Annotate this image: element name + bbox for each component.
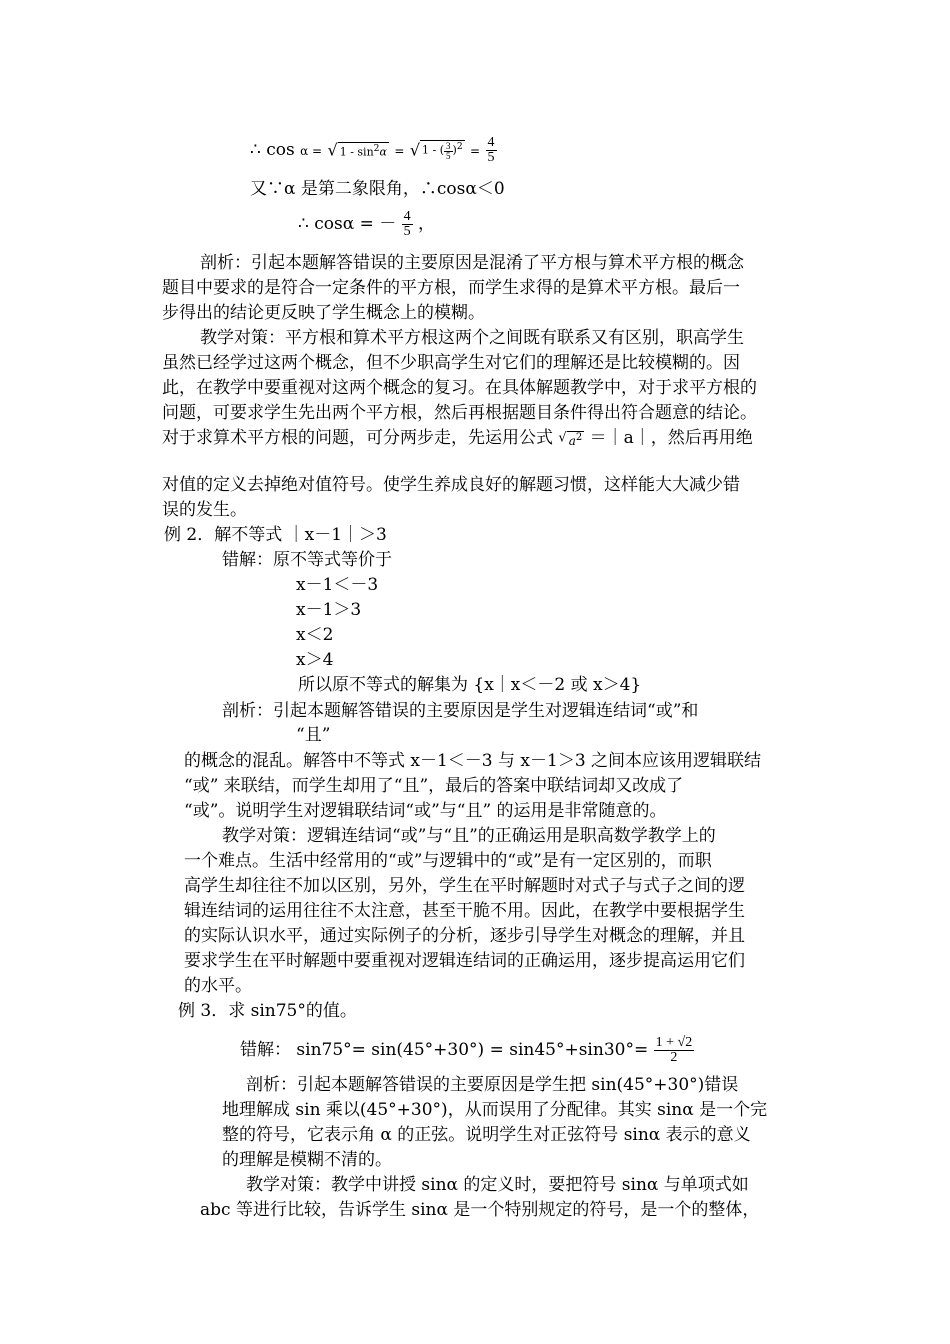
analysis-1-line-a: 剖析：引起本题解答错误的主要原因是混淆了平方根与算术平方根的概念: [200, 253, 744, 273]
radical-2-text: 1 - (: [422, 144, 445, 158]
example-2-analysis-a: 剖析：引起本题解答错误的主要原因是学生对逻辑连结词“或”和: [222, 701, 699, 721]
example-2-wrong: 错解：原不等式等价于: [222, 550, 392, 570]
example-3-analysis-d: 的理解是模糊不清的。: [222, 1150, 392, 1170]
strategy-1-line-e: [162, 427, 753, 450]
analysis-1-line-c: 步得出的结论更反映了学生概念上的模糊。: [162, 303, 485, 323]
cos-result-fraction: [402, 210, 413, 239]
strategy-1-line-e-post: ＝｜a｜，然后再用绝: [589, 428, 753, 448]
example-3-strategy-a: 教学对策：教学中讲授 sinα 的定义时，要把符号 sinα 与单项式如: [246, 1175, 749, 1195]
example-2-analysis-c: 的概念的混乱。解答中不等式 x－1＜－3 与 x－1＞3 之间本应该用逻辑联结: [184, 751, 762, 771]
radical-2-close: ): [452, 144, 457, 158]
example-3-fraction-num: 1 + √2: [655, 1035, 693, 1050]
formula-prefix: ∴ cos: [250, 140, 295, 160]
inner-fraction-den: 5: [446, 150, 451, 161]
cos-result-comma: ，: [418, 214, 436, 234]
cos-result-prefix: ∴ cosα = －: [298, 214, 397, 234]
example-2-step-4: x＞4: [296, 650, 334, 670]
example-3-strategy-b: abc 等进行比较，告诉学生 sinα 是一个特别规定的符号，是一个的整体，: [200, 1200, 760, 1220]
example-3-title: 例 3．求 sin75°的值。: [178, 1001, 357, 1021]
formula-sqrt: [567, 431, 585, 447]
example-3-analysis-a: 剖析：引起本题解答错误的主要原因是学生把 sin(45°+30°)错误: [246, 1075, 739, 1095]
analysis-1-line-b: 题目中要求的是符合一定条件的平方根，而学生求得的是算术平方根。最后一: [162, 278, 740, 298]
strategy-1-line-d: 问题，可要求学生先出两个平方根，然后再根据题目条件得出符合题意的结论。: [162, 403, 757, 423]
formula-sqrt-sign: √: [558, 430, 567, 446]
radical-1-alpha: α: [379, 145, 387, 159]
result-fraction: [486, 136, 497, 165]
example-2-strategy-e: 的实际认识水平，通过实际例子的分析，逐步引导学生对概念的理解，并且: [184, 926, 745, 946]
example-2-strategy-b: 一个难点。生活中经常用的“或”与逻辑中的“或”是有一定区别的，而职: [184, 851, 712, 871]
quadrant-line: 又∵α 是第二象限角，∴cosα＜0: [250, 179, 505, 199]
example-2-strategy-f: 要求学生在平时解题中要重视对逻辑连结词的正确运用，逐步提高运用它们: [184, 951, 745, 971]
example-3-fraction: [654, 1036, 695, 1065]
radical-1-text: 1 - sin: [339, 145, 374, 159]
cos-result-den: 5: [403, 224, 411, 239]
formula-sqrt-a: a: [568, 433, 576, 448]
example-2-step-3: x＜2: [296, 625, 334, 645]
strategy-1-line-b: 虽然已经学过这两个概念，但不少职高学生对它们的理解还是比较模糊的。因: [162, 353, 740, 373]
example-2-analysis-d: “或” 来联结，而学生却用了“且”，最后的答案中联结词却又改成了: [184, 776, 684, 796]
cos-result-num: 4: [403, 209, 411, 224]
example-2-solution: 所以原不等式的解集为 {x｜x＜－2 或 x＞4}: [298, 675, 642, 695]
equals-1: =: [394, 144, 405, 158]
example-3-fraction-den: 2: [670, 1050, 678, 1065]
radical-sign-2: √: [409, 140, 421, 160]
example-2-title: 例 2．解不等式 ｜x－1｜＞3: [164, 525, 387, 545]
formula-sqrt-sup: 2: [575, 431, 583, 443]
equals-2: =: [470, 144, 481, 158]
strategy-1-line-c: 此，在教学中要重视对这两个概念的复习。在具体解题教学中，对于求平方根的: [162, 378, 757, 398]
example-2-strategy-a: 教学对策：逻辑连结词“或”与“且”的正确运用是职高数学教学上的: [222, 826, 716, 846]
radical-2: 1 - ( $\frac{3}{5}$ )$^2$: [422, 140, 463, 161]
formula-alpha: α =: [300, 144, 323, 158]
strategy-1-line-f: 对值的定义去掉绝对值符号。使学生养成良好的解题习惯，这样能大大减少错: [162, 475, 740, 495]
cos-result-line: [298, 210, 435, 239]
result-fraction-num: 4: [487, 135, 495, 150]
example-2-analysis-e: “或”。说明学生对逻辑联结词“或”与“且” 的运用是非常随意的。: [184, 801, 667, 821]
inner-fraction: [444, 142, 453, 161]
strategy-1-line-a: 教学对策：平方根和算术平方根这两个之间既有联系又有区别，职高学生: [200, 328, 744, 348]
formula-cos-line: [250, 136, 497, 165]
example-2-strategy-c: 高学生却往往不加以区别，另外，学生在平时解题时对式子与式子之间的逻: [184, 876, 745, 896]
strategy-1-line-g: 误的发生。: [162, 500, 247, 520]
example-2-strategy-g: 的水平。: [184, 976, 252, 996]
example-2-strategy-d: 辑连结词的运用往往不太注意，甚至干脆不用。因此，在教学中要根据学生: [184, 901, 745, 921]
radical-sign: √: [327, 140, 338, 160]
radical-1: [338, 142, 389, 159]
example-2-step-2: x－1＞3: [296, 600, 362, 620]
result-fraction-den: 5: [487, 150, 495, 165]
inner-fraction-num: 3: [446, 140, 451, 151]
example-3-analysis-c: 整的符号，它表示角 α 的正弦。说明学生对正弦符号 sinα 表示的意义: [222, 1125, 751, 1145]
example-3-wrong: [240, 1036, 694, 1065]
example-3-wrong-text: 错解： sin75°= sin(45°+30°) = sin45°+sin30°=: [240, 1040, 649, 1060]
strategy-1-line-e-pre: 对于求算术平方根的问题，可分两步走，先运用公式: [162, 428, 553, 448]
example-2-step-1: x－1＜－3: [296, 575, 379, 595]
radical-1-sup: 2: [373, 143, 380, 155]
example-3-analysis-b: 地理解成 sin 乘以(45°+30°)，从而误用了分配律。其实 sinα 是一个完: [222, 1100, 768, 1120]
example-2-analysis-b: “且”: [296, 725, 331, 745]
